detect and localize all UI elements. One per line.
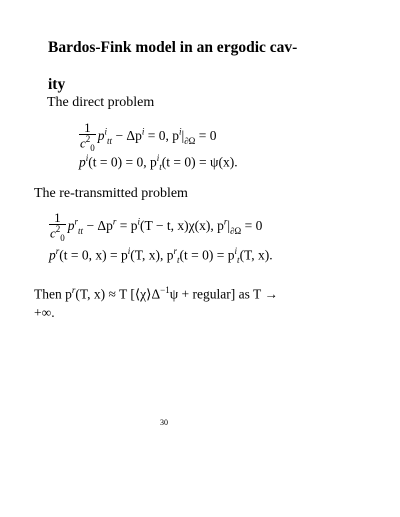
page-number: 30 (160, 418, 168, 427)
retransmitted-problem-label: The re-transmitted problem (34, 186, 188, 201)
retransmitted-wave-equation: $\frac{1}{c^2_0}$ $p^r_{tt} - \Delta p^r = p^i(T - t$, x)χ(x), $p^r|_{\partial\Omega} = 0$ (50, 210, 263, 243)
direct-problem-label: The direct problem (47, 95, 155, 110)
slide-title-line-1: Bardos-Fink model in an ergodic cav- (48, 39, 298, 56)
direct-wave-equation: $\frac{1}{c^2_0}$ $p^i_{tt} - \Delta p^i = 0$, $p^i|_{\partial\Omega} = 0$ (80, 120, 217, 153)
slide-title-line-2: ity (48, 76, 66, 93)
fraction-denominator: $c^2_0$ (80, 134, 95, 153)
fraction-numerator: 1 (54, 210, 61, 225)
retransmitted-initial-conditions: $p^r(t = 0$, $x) = p^i(T$, x), $p^r_t(t = 0) = p^i_t(T$, x). (49, 246, 273, 266)
fraction-denominator: $c^2_0$ (50, 224, 65, 243)
fraction-one-over-c0-squared (79, 121, 96, 153)
conclusion-line-1: Then $p^r(T$, x) ≈ T [$⟨\chi⟩\Delta^{-1}\psi$ + regular] as T → (34, 285, 278, 302)
fraction-one-over-c0-squared (49, 211, 66, 243)
direct-initial-conditions: $p^i(t = 0) = 0$, $p^i_t(t = 0) = \psi(x)$. (79, 153, 238, 173)
conclusion-line-2: +∞. (34, 305, 55, 320)
fraction-numerator: 1 (84, 120, 91, 135)
